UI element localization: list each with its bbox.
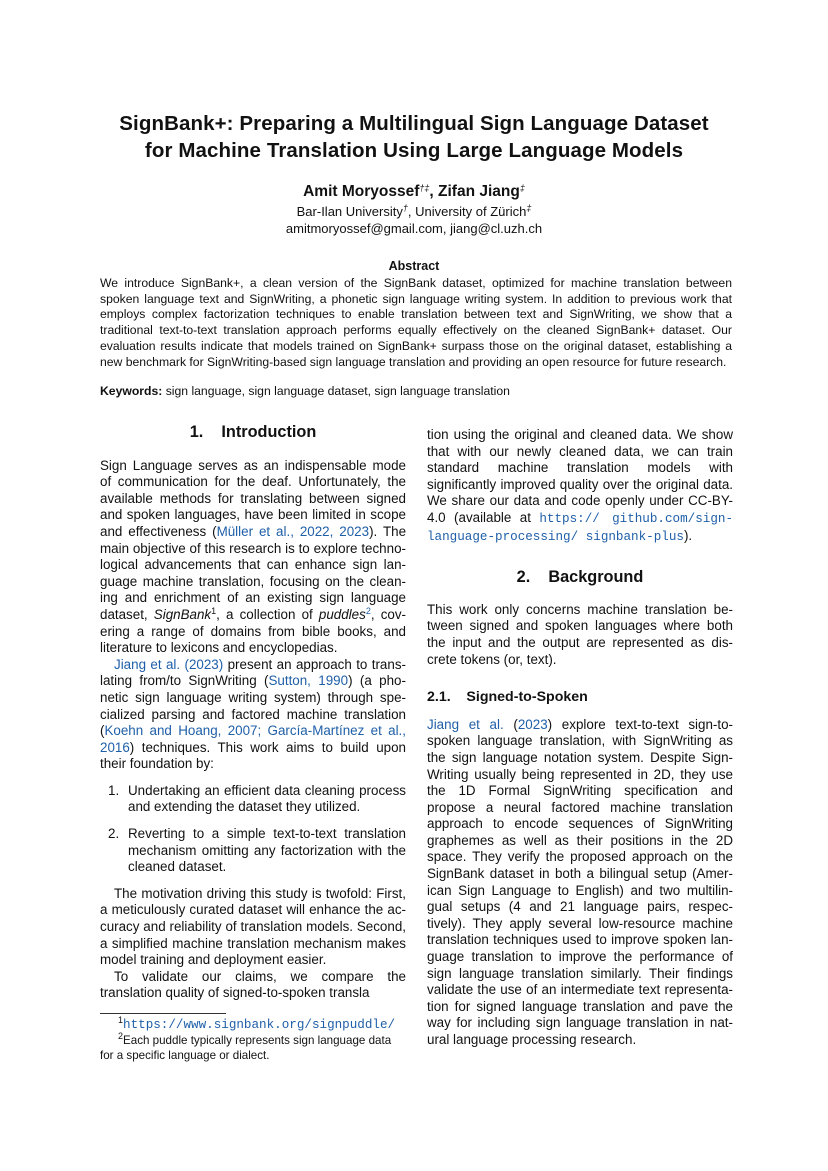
title-line-2: for Machine Translation Using Large Language Models [144, 139, 684, 162]
affiliation-mark: ‡ [526, 203, 532, 213]
keywords-text: sign language, sign language dataset, sign language translation [162, 384, 510, 398]
author-name: Amit Moryossef [303, 183, 420, 200]
footnote-mark: 2 [118, 1031, 124, 1041]
background-paragraph-1: This work only concerns machine translation between signed and spoken languages where both the input and the output are represented as discrete tokens (or, text). [427, 601, 733, 667]
affiliation-marks: †‡ [419, 183, 430, 193]
keywords-label: Keywords: [100, 384, 163, 398]
text-run: Sign Language serves as an indispensable mode of communication for the deaf. Unfortunately, the available methods for translating between signed and spoken languages, have been limited in scope and effectiveness ( [100, 457, 406, 539]
citation-link[interactable]: Jiang et al. [427, 716, 504, 732]
list-item-text: Undertaking an efficient data cleaning process and extending the dataset they utilized. [128, 782, 406, 815]
author-separator: , [429, 183, 439, 200]
text-run: ) (a phonetic sign language writing system) through specialized parsing and factored machine translation ( [100, 673, 406, 739]
paper-title [100, 110, 728, 164]
affiliation: University of Zürich [415, 204, 527, 219]
text-run: , covering a range of domains from bible books, and literature to lexicons and encyclopedias. [100, 606, 406, 656]
right-column [427, 427, 733, 1049]
list-item [100, 783, 406, 816]
citation-link[interactable]: Jiang et al. (2023) [114, 656, 224, 672]
footnote-1 [100, 1017, 406, 1033]
subsection-heading-signed-to-spoken: 2.1. Signed-to-Spoken [427, 689, 588, 706]
author-emails: amitmoryossef@gmail.com, jiang@cl.uzh.ch [285, 221, 543, 236]
text-run: ) techniques. This work aims to build upon their foundation by: [100, 739, 406, 772]
text-run: ). The main objective of this research is to explore technological advancements that can enhance sign language machine translation, focusing on the cleaning and enrichment of an existing sign language dataset, [100, 523, 407, 622]
repository-link[interactable]: https:// github.com/sign-language-processing/ signbank-plus [427, 511, 733, 544]
affiliations [100, 204, 728, 219]
citation-link[interactable]: Koehn and Hoang, 2007; García-Martínez et al., 2016 [100, 723, 406, 755]
puddles-term: puddles [318, 606, 366, 622]
signbank-term: SignBank [153, 606, 212, 622]
intro-paragraph-2 [100, 657, 406, 773]
section-heading-background: 2. Background [516, 568, 644, 587]
left-column [100, 424, 406, 1002]
abstract-text: We introduce SignBank+, a clean version of the SignBank dataset, optimized for machine translation between spoken language text and SignWriting, a phonetic sign language writing system. In addition to previous work that employs complex factorization techniques to enable translation between text and SignWriting, we show that a traditional text-to-text translation approach performs equally effectively on the cleaned SignBank+ dataset. Our evaluation results indicate that models trained on SignBank+ surpass those on the original dataset, establishing a new benchmark for SignWriting-based sign language translation and providing an open resource for future research. [100, 276, 732, 369]
background-paragraph-2 [427, 717, 733, 1049]
text-run: ). [683, 527, 693, 543]
footnote-mark: 1 [118, 1015, 124, 1025]
footnote-divider [100, 1013, 226, 1014]
footnote-text: Each puddle typically represents sign language data for a specific language or dialect. [100, 1034, 392, 1062]
text-run: ) explore text-to-text sign-to-spoken language translation, with SignWriting as the sign language notation system. Despite SignWriting usually being represented in 2D, they use the 1D Formal SignWriting specification and propose a neural factored machine translation approach to encode sequences of SignWriting graphemes as well as their positions in the 2D space. They verify the proposed approach on the SignBank dataset in both a bilingual setup (American Sign Language to English) and two multilingual setups (4 and 21 language pairs, respectively). They apply several low-resource machine translation techniques used to improve spoken language translation to improve the performance of sign language translation similarly. Their findings validate the use of an intermediate text representation for signed language translation and pave the way for including sign language translation in natural language processing research. [427, 716, 733, 1047]
citation-link[interactable]: 2023 [517, 716, 548, 732]
list-number: 1. [108, 782, 120, 798]
list-item [100, 826, 406, 876]
citation-link[interactable]: Müller et al., 2022, 2023 [216, 523, 370, 539]
text-run: , a collection of [216, 606, 319, 622]
title-line-1: SignBank+: Preparing a Multilingual Sign Language Dataset [119, 112, 709, 135]
affiliation-mark: † [402, 203, 408, 213]
affiliation-separator: , [407, 204, 416, 219]
intro-paragraph-4: To validate our claims, we compare the translation quality of signed-to-spoken transla [100, 968, 406, 1001]
footnote-2 [100, 1033, 406, 1063]
citation-link[interactable]: Sutton, 1990 [268, 673, 349, 689]
footnotes [100, 1017, 406, 1063]
keywords [100, 384, 728, 398]
contribution-list [100, 783, 406, 876]
intro-paragraph-3: The motivation driving this study is twofold: First, a meticulously curated dataset will enhance the accuracy and reliability of translation models. Second, a simplified machine translation mechanism makes model training and deployment easier. [100, 885, 406, 968]
list-item-text: Reverting to a simple text-to-text translation mechanism omitting any factorization with the cleaned dataset. [128, 826, 406, 875]
text-run: tion using the original and cleaned data. We show that with our newly cleaned data, we can train standard machine translation models with significantly improved quality over the original data. We share our data and code openly under CC-BY-4.0 (available at [427, 427, 733, 525]
abstract-heading: Abstract [388, 259, 440, 273]
intro-paragraph-5 [427, 427, 733, 545]
author-list [100, 183, 728, 201]
text-run: ( [503, 716, 518, 732]
section-heading-introduction: 1. Introduction [189, 423, 317, 441]
footnote-ref[interactable]: 1 [211, 605, 217, 616]
list-number: 2. [108, 826, 120, 842]
affiliation: Bar-Ilan University [296, 204, 403, 219]
affiliation-marks: ‡ [519, 183, 525, 193]
intro-paragraph-1 [100, 458, 406, 657]
author-name: Zifan Jiang [438, 183, 520, 200]
text-run: present an approach to translating from/to SignWriting ( [100, 656, 406, 689]
footnote-ref[interactable]: 2 [365, 605, 371, 616]
footnote-url-link[interactable]: https://www.signbank.org/signpuddle/ [123, 1018, 396, 1032]
